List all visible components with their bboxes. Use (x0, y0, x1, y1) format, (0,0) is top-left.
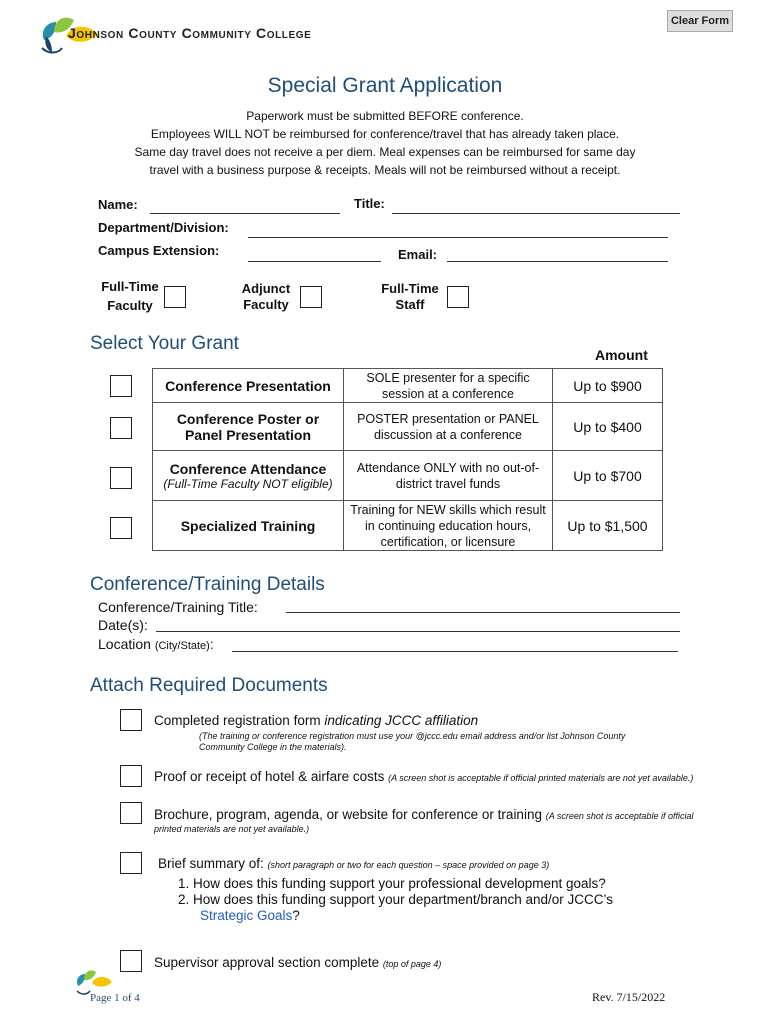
grant-name: Conference Presentation (153, 369, 344, 403)
grant-checkbox-specialized-training[interactable] (110, 517, 132, 539)
grant-description: SOLE presenter for a specific session at a conference (344, 369, 553, 403)
campus-extension-field[interactable] (248, 261, 381, 262)
registration-text (154, 713, 478, 728)
fulltime-faculty-label-line-2: Faculty (107, 298, 153, 313)
email-field[interactable] (447, 261, 668, 262)
details-heading: Conference/Training Details (90, 574, 325, 595)
summary-main: Brief summary of: (158, 856, 268, 871)
grant-row (153, 451, 663, 501)
registration-italic: indicating JCCC affiliation (324, 713, 479, 728)
revision-date: Rev. 7/15/2022 (592, 990, 666, 1004)
grant-row (153, 403, 663, 451)
proof-main: Proof or receipt of hotel & airfare costs (154, 769, 389, 784)
grant-description: POSTER presentation or PANEL discussion at a conference (344, 403, 553, 451)
supervisor-checkbox[interactable] (120, 950, 142, 972)
intro-line-3: Same day travel does not receive a per diem. Meal expenses can be reimbursed for same day (134, 145, 636, 159)
location-label-text: Location (98, 636, 151, 652)
fulltime-staff-checkbox[interactable] (447, 286, 469, 308)
grant-name: Conference Poster or Panel Presentation (153, 403, 344, 451)
supervisor-note: (top of page 4) (382, 959, 442, 969)
location-colon: : (209, 636, 214, 652)
grant-checkbox-poster-panel[interactable] (110, 417, 132, 439)
fulltime-faculty-label-line-1: Full-Time (101, 279, 159, 294)
name-field[interactable] (150, 213, 340, 214)
adjunct-faculty-label-line-2: Faculty (243, 297, 289, 312)
registration-note: (The training or conference registration must use your @jccc.edu email address and/or list Johnson County Community College in the materials). (199, 731, 626, 752)
proof-checkbox[interactable] (120, 765, 142, 787)
adjunct-faculty-checkbox[interactable] (300, 286, 322, 308)
grant-description: Attendance ONLY with no out-of-district travel funds (344, 451, 553, 501)
question-1: 1. How does this funding support your professional development goals? (178, 876, 606, 891)
grant-checkbox-conference-presentation[interactable] (110, 375, 132, 397)
title-label: Title: (354, 196, 385, 211)
title-field[interactable] (392, 213, 680, 214)
question-2-end: ? (292, 908, 300, 923)
question-2: 2. How does this funding support your department/branch and/or JCCC’s (178, 892, 613, 907)
intro-line-4: travel with a business purpose & receipts. Meals will not be reimbursed without a receipt. (149, 163, 621, 177)
fulltime-staff-label-line-1: Full-Time (381, 281, 439, 296)
brochure-main: Brochure, program, agenda, or website for conference or training (154, 807, 546, 822)
adjunct-faculty-label-line-1: Adjunct (241, 281, 291, 296)
page-number: Page 1 of 4 (90, 992, 140, 1004)
brochure-note-2: printed materials are not yet available.) (154, 824, 310, 834)
proof-note: (A screen shot is acceptable if official printed materials are not yet available.) (388, 773, 694, 783)
grant-note: (Full-Time Faculty NOT eligible) (163, 476, 333, 491)
dates-label: Date(s): (98, 617, 148, 633)
grant-amount: Up to $700 (553, 451, 663, 501)
supervisor-text (154, 955, 441, 970)
grant-name-cell (153, 451, 344, 501)
grant-name: Conference Attendance (169, 460, 327, 477)
dates-field[interactable] (156, 631, 680, 632)
question-2-continued (200, 908, 300, 923)
training-title-label: Conference/Training Title: (98, 599, 258, 615)
supervisor-main: Supervisor approval section complete (154, 955, 383, 970)
fulltime-faculty-checkbox[interactable] (164, 286, 186, 308)
grant-table (152, 368, 663, 551)
proof-text (154, 769, 693, 784)
grant-description: Training for NEW skills which result in continuing education hours, certification, or licensure (344, 501, 553, 551)
location-field[interactable] (232, 651, 678, 652)
campus-extension-label: Campus Extension: (98, 243, 220, 258)
intro-line-2: Employees WILL NOT be reimbursed for conference/travel that has already taken place. (150, 127, 620, 141)
registration-main: Completed registration form (154, 713, 325, 728)
department-label: Department/Division: (98, 220, 229, 235)
training-title-field[interactable] (286, 612, 680, 613)
registration-checkbox[interactable] (120, 709, 142, 731)
grant-checkbox-attendance[interactable] (110, 467, 132, 489)
summary-note: (short paragraph or two for each question – space provided on page 3) (267, 860, 550, 870)
college-name: Johnson County Community College (68, 25, 312, 41)
select-grant-heading: Select Your Grant (90, 333, 239, 354)
department-field[interactable] (248, 237, 668, 238)
strategic-goals-link[interactable]: Strategic Goals (200, 908, 293, 923)
grant-amount: Up to $900 (553, 369, 663, 403)
grant-name: Specialized Training (153, 501, 344, 551)
brochure-checkbox[interactable] (120, 802, 142, 824)
intro-line-1: Paperwork must be submitted BEFORE conference. (246, 109, 524, 123)
location-hint: (City/State) (154, 640, 210, 652)
name-label: Name: (98, 197, 138, 212)
email-label: Email: (398, 247, 438, 262)
fulltime-staff-label (376, 281, 444, 313)
grant-row (153, 501, 663, 551)
brochure-note-1: (A screen shot is acceptable if official (545, 811, 694, 821)
summary-checkbox[interactable] (120, 852, 142, 874)
location-label (98, 636, 214, 652)
adjunct-faculty-label (234, 281, 298, 313)
fulltime-staff-label-line-2: Staff (395, 297, 425, 312)
page-title: Special Grant Application (267, 74, 503, 97)
clear-form-button[interactable]: Clear Form (667, 10, 733, 32)
summary-text (158, 856, 549, 871)
brochure-text (154, 807, 693, 822)
grant-row (153, 369, 663, 403)
documents-heading: Attach Required Documents (90, 675, 328, 696)
grant-amount: Up to $400 (553, 403, 663, 451)
amount-header: Amount (595, 347, 648, 363)
grant-amount: Up to $1,500 (553, 501, 663, 551)
fulltime-faculty-label (98, 277, 162, 315)
